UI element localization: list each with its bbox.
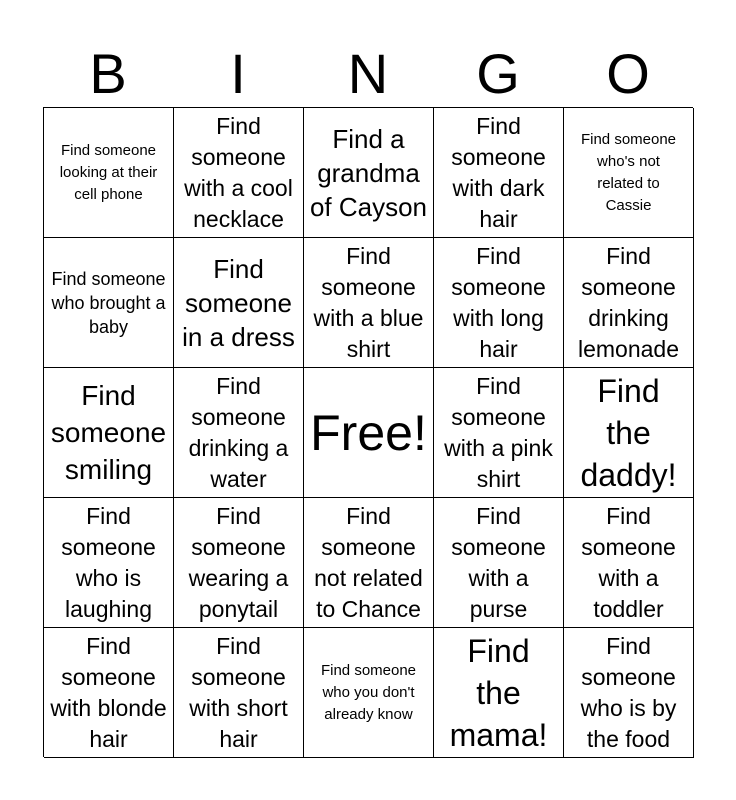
- free-text: Free!: [310, 404, 427, 461]
- header-letter-b: B: [89, 42, 127, 105]
- cell-text: Find someone with dark hair: [451, 112, 546, 232]
- bingo-cell[interactable]: [564, 498, 694, 628]
- bingo-cell[interactable]: [44, 628, 174, 758]
- bingo-cell[interactable]: [174, 238, 304, 368]
- bingo-cell[interactable]: [44, 238, 174, 368]
- bingo-grid: [43, 107, 693, 757]
- cell-text: Find someone wearing a ponytail: [188, 502, 289, 622]
- cell-text: Find the daddy!: [580, 372, 677, 493]
- bingo-cell[interactable]: [304, 238, 434, 368]
- free-space[interactable]: [304, 368, 434, 498]
- cell-text: Find someone with a cool necklace: [184, 112, 293, 232]
- bingo-cell[interactable]: [304, 628, 434, 758]
- bingo-cell[interactable]: [44, 498, 174, 628]
- header-letter-i: I: [230, 42, 246, 105]
- bingo-cell[interactable]: [564, 108, 694, 238]
- cell-text: Find someone who brought a baby: [51, 268, 166, 337]
- cell-text: Find someone with long hair: [451, 242, 546, 362]
- cell-text: Find someone who's not related to Cassie: [580, 130, 677, 214]
- cell-text: Find someone with a toddler: [581, 502, 676, 622]
- header-letter-g: G: [476, 42, 520, 105]
- bingo-cell[interactable]: [174, 628, 304, 758]
- bingo-cell[interactable]: [304, 498, 434, 628]
- bingo-cell[interactable]: [564, 238, 694, 368]
- bingo-cell[interactable]: [434, 108, 564, 238]
- cell-text: Find someone looking at their cell phone: [59, 141, 158, 203]
- cell-text: Find the mama!: [449, 632, 548, 753]
- bingo-cell[interactable]: [434, 368, 564, 498]
- cell-text: Find someone with blonde hair: [50, 632, 167, 752]
- bingo-cell[interactable]: [304, 108, 434, 238]
- cell-text: Find someone with a blue shirt: [313, 242, 424, 362]
- bingo-cell[interactable]: [434, 628, 564, 758]
- cell-text: Find someone smiling: [50, 380, 167, 485]
- cell-text: Find someone not related to Chance: [314, 502, 423, 622]
- bingo-cell[interactable]: [174, 368, 304, 498]
- cell-text: Find someone in a dress: [182, 253, 295, 352]
- cell-text: Find someone who is by the food: [580, 632, 677, 752]
- cell-text: Find someone who is laughing: [61, 502, 156, 622]
- bingo-cell[interactable]: [564, 628, 694, 758]
- bingo-cell[interactable]: [44, 368, 174, 498]
- bingo-cell[interactable]: [434, 498, 564, 628]
- cell-text: Find a grandma of Cayson: [309, 123, 428, 222]
- cell-text: Find someone drinking lemonade: [577, 242, 680, 362]
- bingo-cell[interactable]: [174, 498, 304, 628]
- header-letter-n: N: [347, 42, 389, 105]
- bingo-cell[interactable]: [174, 108, 304, 238]
- bingo-cell[interactable]: [564, 368, 694, 498]
- cell-text: Find someone drinking a water: [188, 372, 289, 492]
- cell-text: Find someone who you don't already know: [320, 661, 417, 723]
- cell-text: Find someone with a purse: [451, 502, 546, 622]
- cell-text: Find someone with a pink shirt: [444, 372, 553, 492]
- bingo-cell[interactable]: [434, 238, 564, 368]
- header-letter-o: O: [606, 42, 650, 105]
- bingo-header: [43, 44, 693, 104]
- cell-text: Find someone with short hair: [189, 632, 288, 752]
- bingo-cell[interactable]: [44, 108, 174, 238]
